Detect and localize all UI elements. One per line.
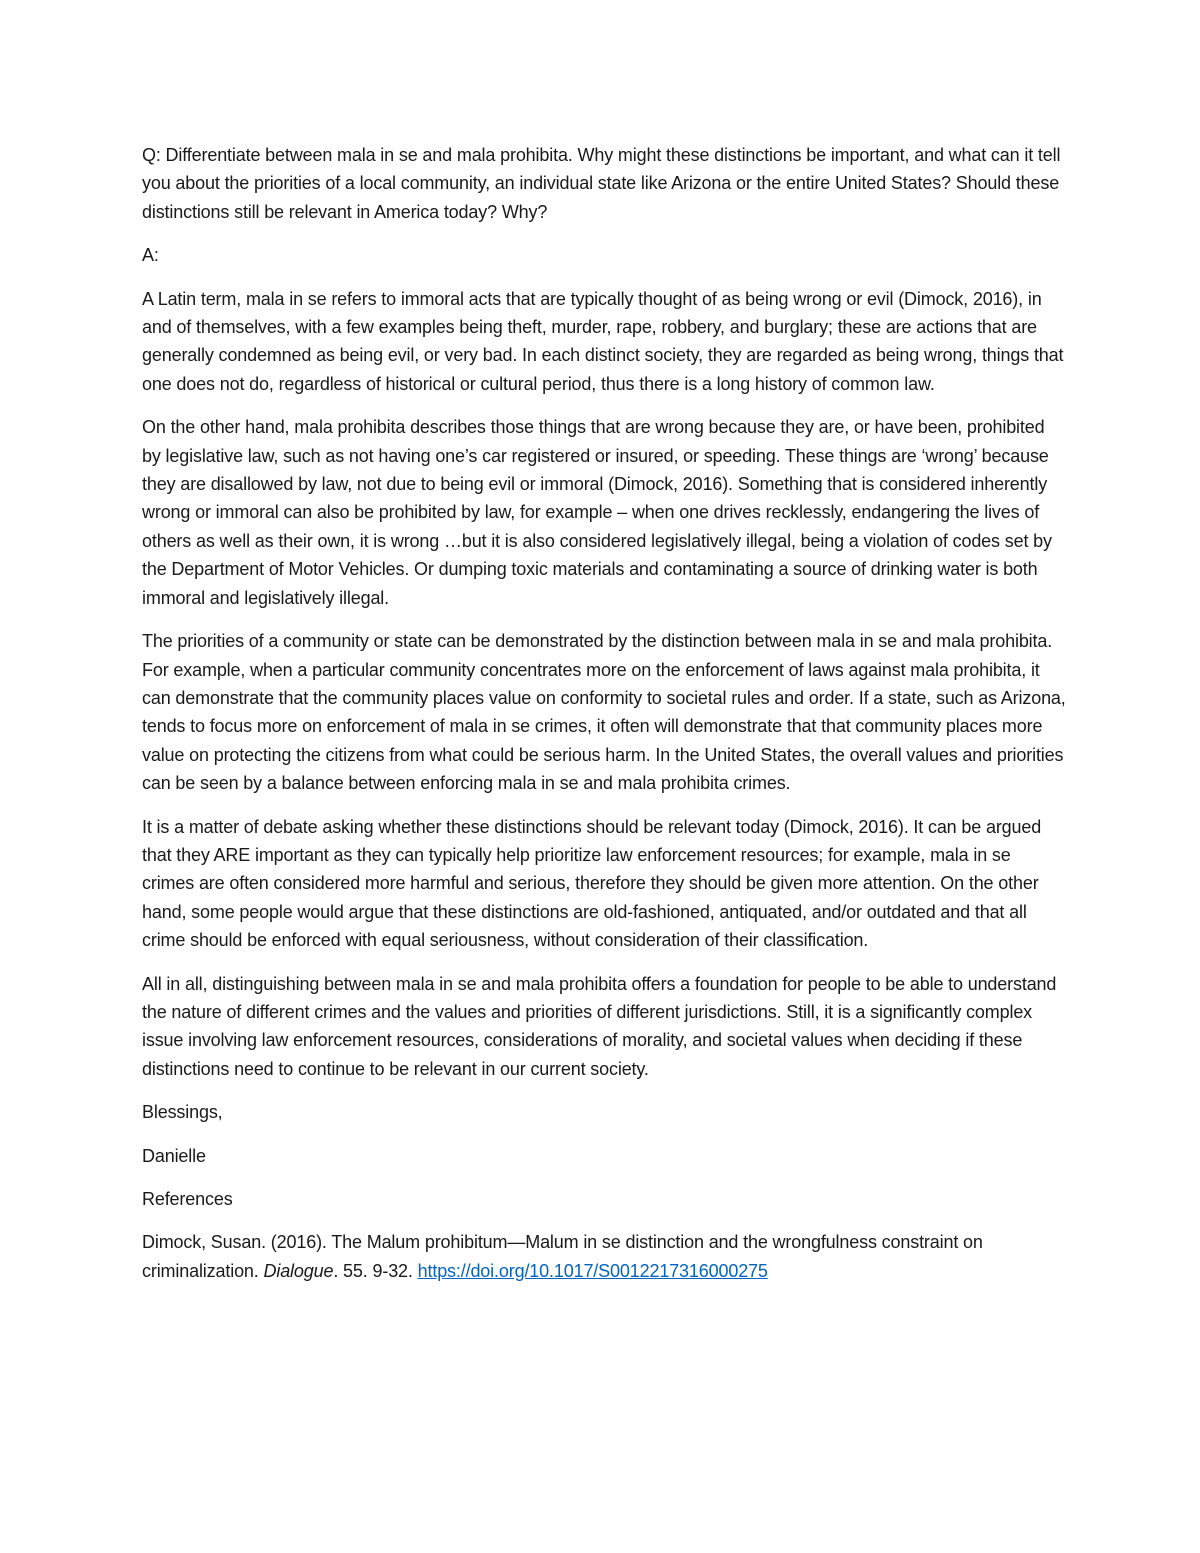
paragraph-priorities: The priorities of a community or state can be demonstrated by the distinction between mala in se and mala prohibita. For example, when a particular community concentrates more on the enforcement of laws against mala prohibita, it can demonstrate that the community places value on conformity to societal rules and order. If a state, such as Arizona, tends to focus more on enforcement of mala in se crimes, it often will demonstrate that that community places more value on protecting the citizens from what could be serious harm. In the United States, the overall values and priorities can be seen by a balance between enforcing mala in se and mala prohibita crimes. (142, 631, 1066, 794)
paragraph-definition-mala-in-se: A Latin term, mala in se refers to immoral acts that are typically thought of as being wrong or evil (Dimock, 2016), in and of themselves, with a few examples being theft, murder, rape, robbery, and burglary; these are actions that are generally condemned as being evil, or very bad. In each distinct society, they are regarded as being wrong, things that one does not do, regardless of historical or cultural period, thus there is a long history of common law. (142, 288, 1064, 394)
signature-text: Danielle (142, 1145, 206, 1166)
reference-text-before: Dimock, Susan. (2016). The Malum prohibitum—Malum in se distinction and the wrongfulness constraint on criminalization. (142, 1232, 983, 1281)
document-body (142, 141, 1067, 1300)
reference-journal: Dialogue (263, 1260, 334, 1281)
paragraph-definition-mala-prohibita: On the other hand, mala prohibita describes those things that are wrong because they are, or have been, prohibited by legislative law, such as not having one’s car registered or insured, or speeding. These things are ‘wrong’ because they are disallowed by law, not due to being evil or immoral (Dimock, 2016). Something that is considered inherently wrong or immoral can also be prohibited by law, for example – when one drives recklessly, endangering the lives of others as well as their own, it is wrong …but it is also considered legislatively illegal, being a violation of codes set by the Department of Motor Vehicles. Or dumping toxic materials and contaminating a source of drinking water is both immoral and legislatively illegal. (142, 417, 1052, 608)
reference-text-after: . 55. 9-32. (333, 1260, 418, 1281)
question-text: Q: Differentiate between mala in se and mala prohibita. Why might these distinctions be important, and what can it tell you about the priorities of a local community, an individual state like Arizona or the entire United States? Should these distinctions still be relevant in America today? Why? (142, 145, 1061, 222)
reference-entry (142, 1228, 1067, 1285)
references-heading: References (142, 1189, 233, 1209)
paragraph-relevance: It is a matter of debate asking whether these distinctions should be relevant today (Dimock, 2016). It can be argued that they ARE important as they can typically help prioritize law enforcement resources; for example, mala in se crimes are often considered more harmful and serious, therefore they should be given more attention. On the other hand, some people would argue that these distinctions are old-fashioned, antiquated, and/or outdated and that all crime should be enforced with equal seriousness, without consideration of their classification. (142, 816, 1042, 951)
paragraph-conclusion: All in all, distinguishing between mala in se and mala prohibita offers a foundation for people to be able to understand the nature of different crimes and the values and priorities of different jurisdictions. Still, it is a significantly complex issue involving law enforcement resources, considerations of morality, and societal values when deciding if these distinctions need to continue to be relevant in our current society. (142, 973, 1057, 1079)
answer-label: A: (142, 245, 159, 266)
reference-doi-link[interactable]: https://doi.org/10.1017/S0012217316000275 (417, 1260, 768, 1281)
closing-text: Blessings, (142, 1102, 223, 1123)
